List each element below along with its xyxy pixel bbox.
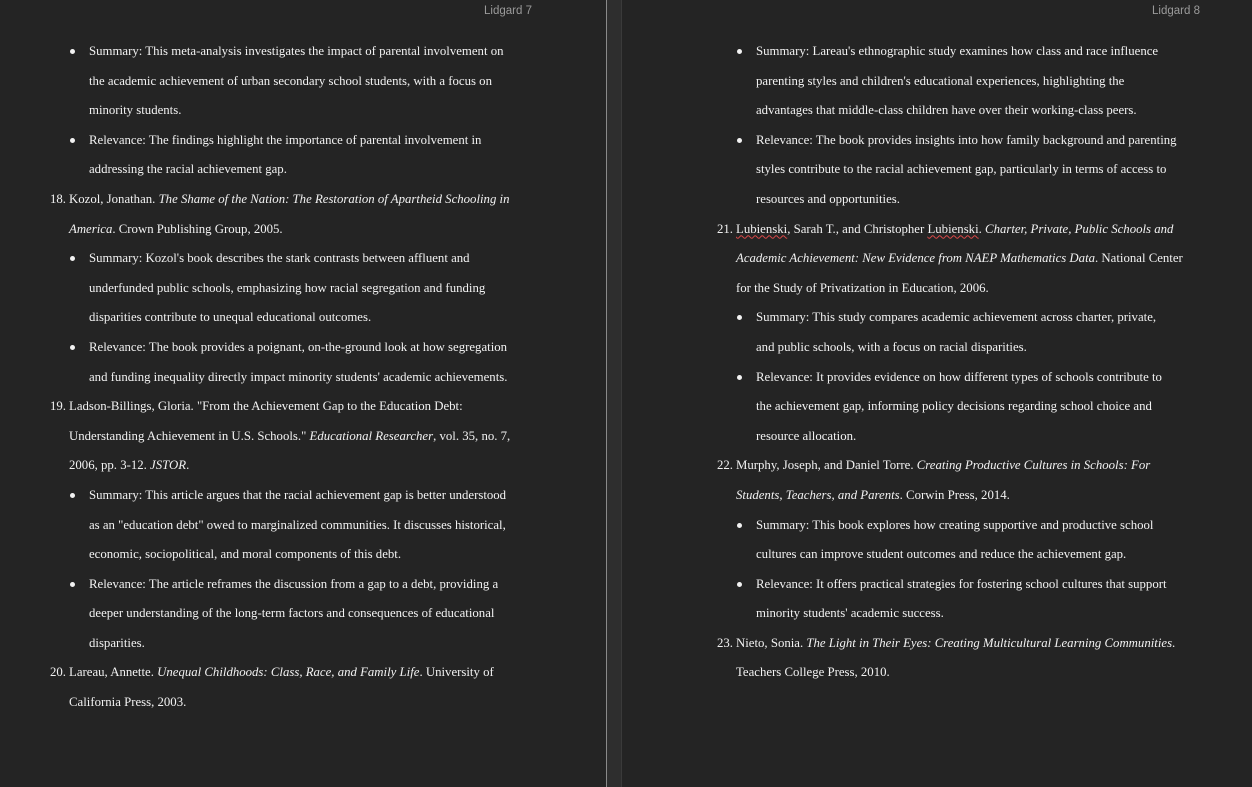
citation-line: Lareau, Annette. Unequal Childhoods: Class, Race, and Family Life. University of [69,665,494,680]
bullet-summary: Summary: Lareau's ethnographic study examines how class and race influence parenting styles and children's educational experiences, highlighting the advantages that middle-class children have over their working-class peers. [717,37,1207,126]
page-body[interactable] [717,37,1207,688]
spellcheck-word[interactable]: Lubienski [736,221,788,236]
citation-line: Ladson-Billings, Gloria. "From the Achievement Gap to the Education Debt: [69,399,463,414]
bullet-summary: Summary: This meta-analysis investigates the impact of parental involvement on the academic achievement of urban secondary school students, with a focus on minority students. [50,37,540,126]
citation-line: Lubienski, Sarah T., and Christopher Lubienski. Charter, Private, Public Schools and [736,221,1174,236]
bibliography-entry-19 [50,392,540,481]
document-page-8[interactable] [622,0,1252,787]
bibliography-entry-20 [50,658,540,717]
citation-line: Academic Achievement: New Evidence from NAEP Mathematics Data. National Center [736,251,1183,266]
citation-line: America. Crown Publishing Group, 2005. [69,221,283,236]
bullet-relevance: Relevance: The book provides a poignant, on-the-ground look at how segregation and funding inequality directly impact minority students' academic achievements. [50,333,540,392]
entry-number: 23. [717,635,733,650]
page-body[interactable] [50,37,540,718]
entry-number: 19. [50,399,66,414]
page-header: Lidgard 7 [484,5,532,17]
entry-number: 21. [717,221,733,236]
bullet-summary: Summary: This article argues that the racial achievement gap is better understood as an "education debt" owed to marginalized communities. It discusses historical, economic, sociopolitical, and moral components of this debt. [50,481,540,570]
page-header: Lidgard 8 [1152,5,1200,17]
bullet-summary: Summary: This study compares academic achievement across charter, private, and public schools, with a focus on racial disparities. [717,303,1207,362]
citation-line: Kozol, Jonathan. The Shame of the Nation: The Restoration of Apartheid Schooling in [69,191,510,206]
entry-19-bullets [50,481,540,659]
document-page-7[interactable] [0,0,606,787]
entry-21-bullets [717,303,1207,451]
page-separator [606,0,622,787]
citation-line: Understanding Achievement in U.S. Schools." Educational Researcher, vol. 35, no. 7, [69,428,511,443]
bullet-relevance: Relevance: The article reframes the discussion from a gap to a debt, providing a deeper understanding of the long-term factors and consequences of educational disparities. [50,570,540,659]
bullet-summary: Summary: This book explores how creating supportive and productive school cultures can improve student outcomes and reduce the achievement gap. [717,511,1207,570]
entry-number: 20. [50,665,66,680]
continuation-bullets [50,37,540,185]
bullet-relevance: Relevance: It offers practical strategies for fostering school cultures that support minority students' academic success. [717,570,1207,629]
entry-number: 18. [50,191,66,206]
citation-line: Students, Teachers, and Parents. Corwin Press, 2014. [736,487,1010,502]
citation-line: Nieto, Sonia. The Light in Their Eyes: Creating Multicultural Learning Communities. [736,635,1176,650]
bibliography-entry-21 [717,215,1207,304]
citation-line: 2006, pp. 3-12. JSTOR. [69,458,190,473]
entry-22-bullets [717,511,1207,629]
bibliography-entry-18 [50,185,540,244]
citation-line: Teachers College Press, 2010. [736,665,890,680]
bibliography-entry-22 [717,451,1207,510]
bullet-summary: Summary: Kozol's book describes the stark contrasts between affluent and underfunded public schools, emphasizing how racial segregation and funding disparities contribute to unequal educational outcomes. [50,244,540,333]
bullet-relevance: Relevance: The findings highlight the importance of parental involvement in addressing the racial achievement gap. [50,126,540,185]
continuation-bullets [717,37,1207,215]
entry-18-bullets [50,244,540,392]
bullet-relevance: Relevance: It provides evidence on how different types of schools contribute to the achievement gap, informing policy decisions regarding school choice and resource allocation. [717,363,1207,452]
citation-line: for the Study of Privatization in Education, 2006. [736,280,989,295]
citation-line: California Press, 2003. [69,695,187,710]
spellcheck-word[interactable]: Lubienski [927,221,979,236]
bullet-relevance: Relevance: The book provides insights into how family background and parenting styles contribute to the racial achievement gap, particularly in terms of access to resources and opportunities. [717,126,1207,215]
bibliography-entry-23 [717,629,1207,688]
citation-line: Murphy, Joseph, and Daniel Torre. Creating Productive Cultures in Schools: For [736,458,1151,473]
entry-number: 22. [717,458,733,473]
